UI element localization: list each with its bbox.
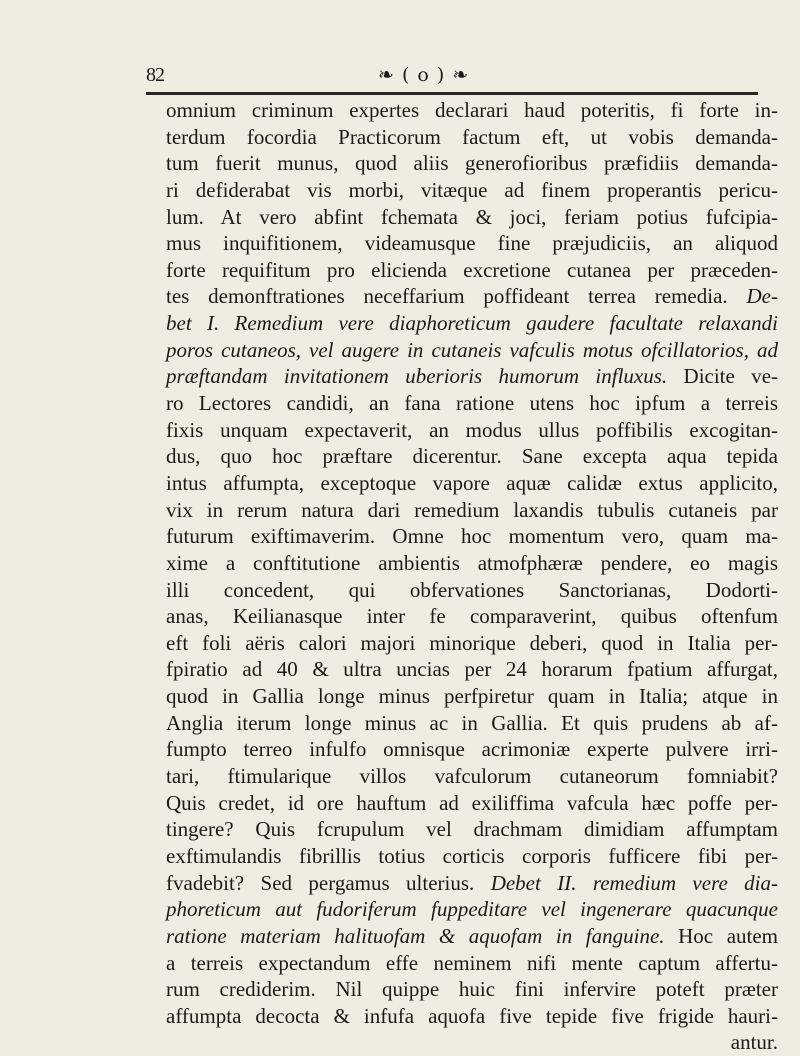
text-segment: anas, Keilianasque inter fe comparaverint, quibus oftenfum <box>166 604 778 629</box>
text-line <box>166 363 778 390</box>
text-segment: exftimulandis fibrillis totius corticis corporis fufficere fibi per- <box>166 843 778 868</box>
text-line <box>166 577 778 604</box>
text-line <box>166 683 778 710</box>
text-segment: forte requifitum pro elicienda excretione cutanea per præceden- <box>166 257 778 282</box>
text-segment: præftandam invitationem uberioris humorum influxus. <box>166 364 668 389</box>
text-line <box>166 124 778 151</box>
text-segment: xime a conftitutione ambientis atmofphæræ pendere, eo magis <box>166 550 778 575</box>
text-segment: quod in Gallia longe minus perfpiretur quam in Italia; atque in <box>166 684 778 709</box>
text-line <box>166 736 778 763</box>
text-line <box>166 470 778 497</box>
text-line <box>166 310 778 337</box>
text-segment: De- <box>746 284 778 309</box>
text-segment: ratione materiam halituofam & aquofam in fanguine. <box>166 923 665 948</box>
text-line <box>166 656 778 683</box>
text-line <box>166 710 778 737</box>
text-segment: eft foli aëris calori majori minorique deberi, quod in Italia per- <box>166 630 778 655</box>
text-line <box>166 230 778 257</box>
text-segment: Debet II. remedium vere dia- <box>490 870 778 895</box>
text-segment: Anglia iterum longe minus ac in Gallia. Et quis prudens ab af- <box>166 710 778 735</box>
text-line <box>166 97 778 124</box>
text-segment: mus inquifitionem, videamusque fine præjudiciis, an aliquod <box>166 231 778 256</box>
text-segment: tes demonftrationes neceffarium poffideant terrea remedia. <box>166 284 747 309</box>
text-line <box>166 417 778 444</box>
text-line <box>166 1003 778 1030</box>
text-segment: affumpta decocta & infufa aquofa five tepide five frigide hauri- <box>166 1003 778 1028</box>
text-line <box>166 630 778 657</box>
text-segment: poros cutaneos, vel augere in cutaneis vafculis motus ofcillatorios, ad <box>166 337 778 362</box>
text-line <box>166 976 778 1003</box>
body-text <box>166 97 778 1056</box>
text-segment: omnium criminum expertes declarari haud poteritis, fi forte in- <box>166 98 778 122</box>
text-line <box>166 950 778 977</box>
text-segment: tum fuerit munus, quod aliis generofioribus præfidiis demanda- <box>166 151 778 176</box>
text-segment: Dicite ve- <box>667 364 779 389</box>
text-segment: phoreticum aut fudoriferum fuppeditare vel ingenerare quacunque <box>166 897 778 922</box>
text-line <box>166 763 778 790</box>
page-number: 82 <box>146 64 164 86</box>
text-line <box>166 790 778 817</box>
text-line <box>166 870 778 897</box>
text-segment: bet I. Remedium vere diaphoreticum gaudere facultate relaxandi <box>166 311 778 336</box>
text-line <box>166 843 778 870</box>
header-rule <box>146 92 758 95</box>
text-segment: illi concedent, qui obfervationes Sanctorianas, Dodorti- <box>166 577 778 602</box>
text-segment: Quis credet, id ore hauftum ad exiliffima vafcula hæc poffe per- <box>166 790 778 815</box>
text-line <box>166 923 778 950</box>
text-segment: terdum focordia Practicorum factum eft, ut vobis demanda- <box>166 124 778 149</box>
text-line <box>166 497 778 524</box>
text-segment: futurum exiftimaverim. Omne hoc momentum vero, quam ma- <box>166 524 778 549</box>
text-line <box>166 257 778 284</box>
text-line <box>166 603 778 630</box>
text-line <box>166 177 778 204</box>
text-line <box>166 204 778 231</box>
text-line <box>166 550 778 577</box>
text-segment: dus, quo hoc præftare dicerentur. Sane excepta aqua tepida <box>166 444 778 469</box>
text-segment: fpiratio ad 40 & ultra uncias per 24 horarum fpatium affurgat, <box>166 657 778 682</box>
text-segment: a terreis expectandum effe neminem nifi mente captum affertu- <box>166 950 778 975</box>
text-line <box>166 523 778 550</box>
text-segment: ro Lectores candidi, an fana ratione utens hoc ipfum a terreis <box>166 391 778 416</box>
text-line <box>166 337 778 364</box>
running-header <box>146 64 758 94</box>
text-line <box>166 896 778 923</box>
text-segment: antur. <box>730 1030 778 1055</box>
text-segment: tingere? Quis fcrupulum vel drachmam dimidiam affumptam <box>166 817 778 842</box>
text-line <box>166 816 778 843</box>
text-segment: lum. At vero abfint fchemata & joci, feriam potius fufcipia- <box>166 204 778 229</box>
text-segment: rum crediderim. Nil quippe huic fini infervire poteft præter <box>166 977 778 1002</box>
text-segment: ri defiderabat vis morbi, vitæque ad finem properantis pericu- <box>166 177 778 202</box>
text-segment: fvadebit? Sed pergamus ulterius. <box>166 870 491 895</box>
text-segment: Hoc autem <box>664 923 778 948</box>
text-line <box>166 283 778 310</box>
text-line <box>166 150 778 177</box>
text-segment: fumpto terreo infulfo omnisque acrimoniæ experte pulvere irri- <box>166 737 778 762</box>
text-segment: tari, ftimularique villos vafculorum cutaneorum fomniabit? <box>166 764 778 789</box>
text-segment: intus affumpta, exceptoque vapore aquæ calidæ extus applicito, <box>166 470 778 495</box>
text-line <box>166 443 778 470</box>
header-ornament: ❧ ( o ) ❧ <box>378 64 470 86</box>
text-segment: fixis unquam expectaverit, an modus ullus poffibilis excogitan- <box>166 417 778 442</box>
text-line <box>166 390 778 417</box>
text-line <box>166 1029 778 1056</box>
text-segment: vix in rerum natura dari remedium laxandis tubulis cutaneis par <box>166 497 778 522</box>
